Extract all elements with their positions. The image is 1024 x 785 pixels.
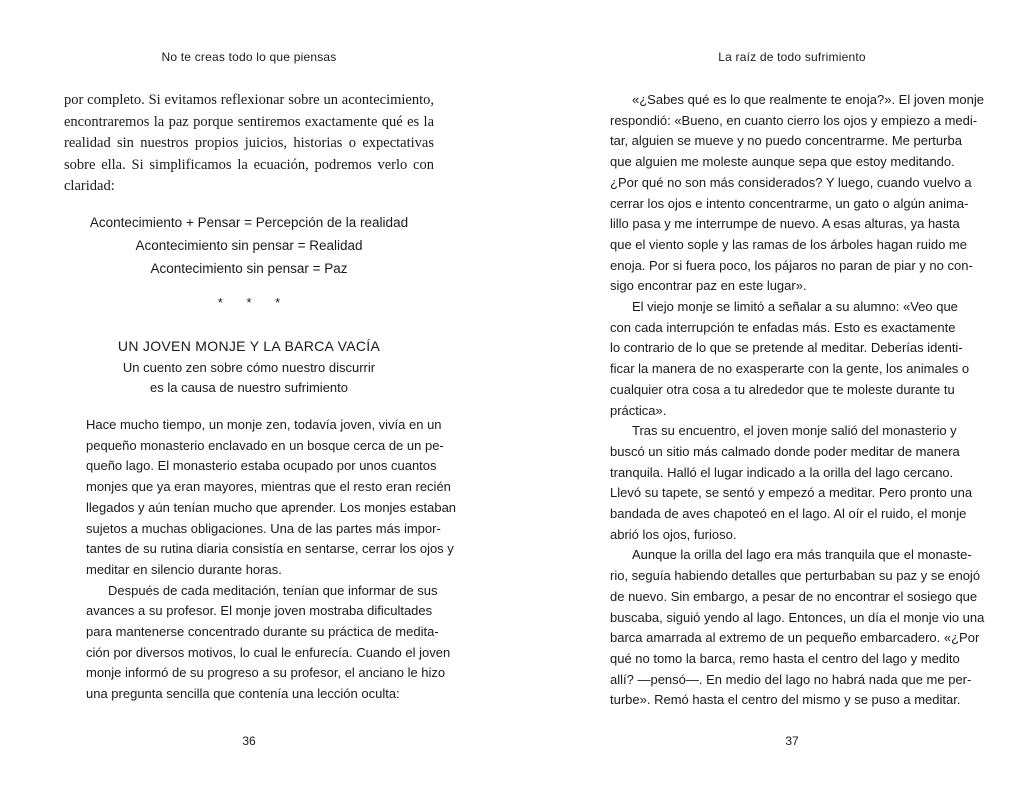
lead-paragraph — [64, 90, 434, 198]
page-number-right: 37 — [785, 734, 799, 748]
text-line: sujetos a muchas obligaciones. Una de las partes más impor- — [86, 520, 441, 536]
section-break: * * * — [217, 295, 281, 310]
text-line: claridad: — [64, 178, 115, 195]
text-line: tar, alguien se mueve y no puedo concentrarme. Me perturba — [610, 133, 962, 149]
text-line: tranquila. Halló el lugar indicado a la orilla del lago cercano. — [610, 464, 954, 480]
text-line: realidad sin nuestros propios juicios, historias o expectativas — [64, 135, 434, 152]
text-line: con cada interrupción te enfadas más. Esto es exactamente — [610, 319, 956, 335]
text-line: monjes que ya eran mayores, mientras que el resto eran recién — [86, 479, 451, 495]
text-line: sigo encontrar paz en este lugar». — [610, 278, 807, 294]
text-line: lillo pasa y me interrumpe de nuevo. A esas alturas, ya hasta — [610, 216, 960, 232]
text-line: tantes de su rutina diaria consistía en sentarse, cerrar los ojos y — [86, 541, 454, 557]
text-line: por completo. Si evitamos reflexionar sobre un acontecimiento, — [64, 92, 434, 108]
text-line: Después de cada meditación, tenían que informar de sus — [108, 582, 438, 598]
story-subtitle — [0, 358, 498, 398]
text-line: enoja. Por si fuera poco, los pájaros no paran de piar y no con- — [610, 257, 973, 273]
text-line: meditar en silencio durante horas. — [86, 561, 282, 577]
text-line: práctica». — [610, 402, 667, 418]
text-line: buscó un sitio más calmado donde poder meditar de manera — [610, 443, 960, 459]
text-line: «¿Sabes qué es lo que realmente te enoja?». El joven monje — [632, 92, 984, 107]
text-line: para mantenerse concentrado durante su práctica de medita- — [86, 624, 439, 640]
story-body-right — [610, 90, 985, 711]
text-line: ción por diversos motivos, lo cual le enfurecía. Cuando el joven — [86, 644, 451, 660]
text-line: avances a su profesor. El monje joven mostraba dificultades — [86, 603, 433, 619]
text-line: de nuevo. Sin embargo, a pesar de no encontrar el sosiego que — [610, 588, 978, 604]
text-line: que alguien me moleste aunque sepa que estoy meditando. — [610, 154, 955, 170]
text-line: abrió los ojos, furioso. — [610, 526, 737, 542]
running-head-right: La raíz de todo sufrimiento — [718, 50, 866, 64]
text-line: pequeño monasterio enclavado en un bosque cerca de un pe- — [86, 437, 444, 453]
text-line: turbe». Remó hasta el centro del mismo y se puso a meditar. — [610, 692, 961, 708]
text-line: cualquier otra cosa a tu alrededor que te moleste durante tu — [610, 381, 955, 397]
story-title: UN JOVEN MONJE Y LA BARCA VACÍA — [117, 338, 381, 354]
text-line: ¿Por qué no son más considerados? Y luego, cuando vuelvo a — [610, 174, 972, 190]
text-line: buscaba, siguió yendo al lago. Entonces, un día el monje vio una — [610, 609, 985, 625]
equation: Acontecimiento sin pensar = Realidad — [135, 238, 363, 253]
story-body-left — [86, 415, 457, 705]
text-line: barca amarrada al extremo de un pequeño embarcadero. «¿Por — [610, 630, 980, 646]
text-line: encontraremos la paz porque sentiremos exactamente qué es la — [64, 113, 434, 130]
text-line: Hace mucho tiempo, un monje zen, todavía joven, vivía en un — [86, 417, 442, 432]
text-line: Tras su encuentro, el joven monje salió del monasterio y — [632, 423, 957, 439]
text-line: que el viento sople y las ramas de los árboles hagan ruido me — [610, 236, 967, 252]
text-line: Aunque la orilla del lago era más tranquila que el monaste- — [632, 547, 972, 563]
text-line: ficar la manera de no exasperarte con la gente, los animales o — [610, 361, 970, 377]
text-line: rio, seguía habiendo detalles que perturbaban su paz y se enojó — [610, 568, 981, 584]
text-line: lo contrario de lo que se pretende al meditar. Deberías identi- — [610, 340, 963, 356]
subtitle-line: es la causa de nuestro sufrimiento — [150, 380, 348, 395]
text-line: respondió: «Bueno, en cuanto cierro los ojos y empiezo a medi- — [610, 112, 978, 128]
subtitle-line: Un cuento zen sobre cómo nuestro discurrir — [122, 360, 376, 375]
equation: Acontecimiento + Pensar = Percepción de la realidad — [89, 215, 409, 230]
equation-list — [0, 211, 498, 280]
text-line: queño lago. El monasterio estaba ocupado por unos cuantos — [86, 458, 437, 474]
text-line: sobre ella. Si simplificamos la ecuación, podremos verlo con — [64, 156, 434, 173]
equation: Acontecimiento sin pensar = Paz — [150, 261, 348, 276]
text-line: monje informó de su progreso a su profesor, el anciano le hizo — [86, 665, 446, 681]
text-line: El viejo monje se limitó a señalar a su alumno: «Veo que — [632, 299, 958, 315]
text-line: allí? —pensó—. En medio del lago no habrá nada que me per- — [610, 671, 972, 687]
text-line: llegados y aún tenían mucho que aprender. Los monjes estaban — [86, 499, 457, 515]
text-line: qué no tomo la barca, remo hasta el centro del lago y medito — [610, 650, 960, 666]
running-head-left: No te creas todo lo que piensas — [161, 50, 337, 64]
page-number-left: 36 — [242, 734, 256, 748]
text-line: Llevó su tapete, se sentó y empezó a meditar. Pero pronto una — [610, 485, 973, 501]
text-line: una pregunta sencilla que contenía una lección oculta: — [86, 686, 400, 702]
text-line: cerrar los ojos e intento concentrarme, un gato o algún anima- — [610, 195, 969, 211]
text-line: bandada de aves chapoteó en el lago. Al oír el ruido, el monje — [610, 506, 967, 522]
